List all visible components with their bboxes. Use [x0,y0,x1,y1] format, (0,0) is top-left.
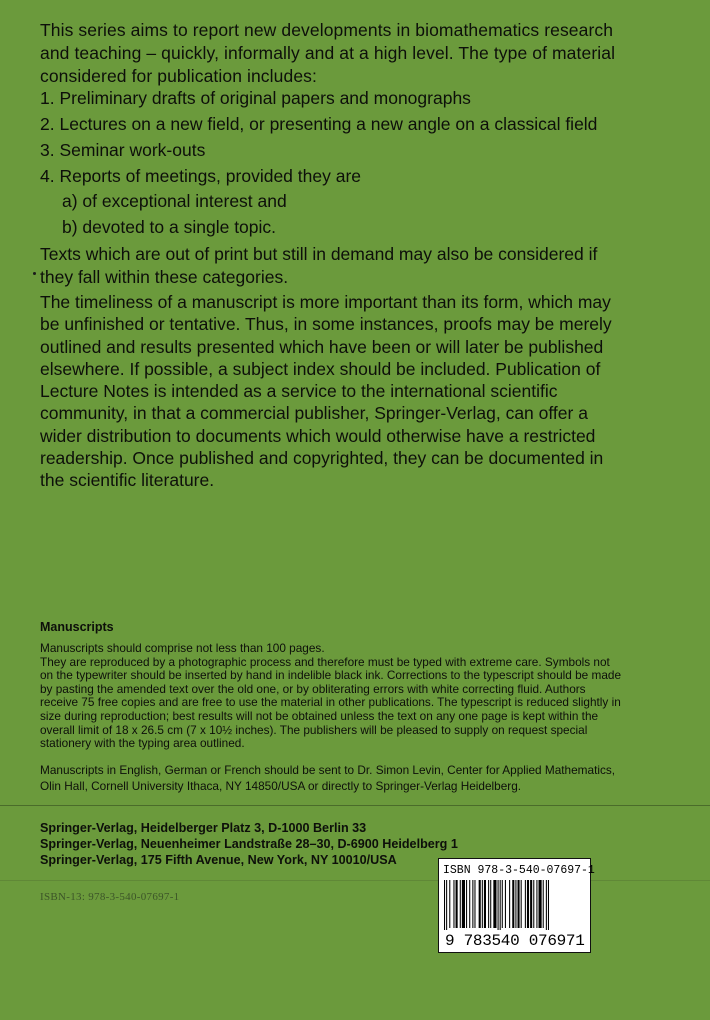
manuscripts-length: Manuscripts should comprise not less than 100 pages. [40,641,325,655]
divider [0,880,710,881]
material-list [40,87,630,191]
barcode-bar [505,880,506,928]
barcode-bar [512,880,514,928]
barcode-bar [546,880,547,930]
timeliness-paragraph: The timeliness of a manuscript is more important than its form, which may be unfinished or tentative. Thus, in some instances, proofs may be merely outlined and results presented which have been or will later be published elsewhere. If possible, a subject index should be included. Publication of Lecture Notes is intended as a service to the international scientific community, in that a commercial publisher, Springer-Verlag, can offer a wider distribution to documents which would otherwise have a restricted readership. Once published and copyrighted, they can be documented in the scientific literature. [40,292,612,491]
barcode-bar [493,880,496,928]
barcode-bar [479,880,481,928]
barcode-digits: 9 783540 076971 [445,932,585,950]
barcode-bar [543,880,544,928]
barcode-bar [527,880,529,928]
list-item: 3. Seminar work-outs [40,140,206,160]
publisher-addresses [40,820,458,868]
manuscripts-instructions: They are reproduced by a photographic process and therefore must be typed with extreme care. Symbols not on the typewriter should be inserted by hand in indelible black ink. Corrections to the typescript should be made by pasting the amended text over the old one, or by obliterating errors with white correcting fluid. Authors receive 75 free copies and are free to use the material in other publications. The typescript is reduced slightly in size during reproduction; best results will not be obtained unless the text on any one page is kept within the overall limit of 18 x 26.5 cm (7 x 10½ inches). The publishers will be pleased to supply on request special stationery with the typing area outlined. [40,654,622,751]
barcode-bar [462,880,465,928]
barcode-isbn-text: ISBN 978-3-540-07697-1 [443,864,595,877]
barcode-bar [490,880,491,928]
manuscripts-body [40,642,622,751]
list-item: 1. Preliminary drafts of original papers and monographs [40,88,471,108]
barcode-bar [509,880,510,928]
list-item: a) of exceptional interest and [62,191,287,211]
barcode-icon [442,880,587,930]
barcode-bar [482,880,483,928]
out-of-print-paragraph: Texts which are out of print but still in demand may also be considered if they fall within these categories. [40,244,598,287]
address-berlin: Springer-Verlag, Heidelberger Platz 3, D-1000 Berlin 33 [40,821,367,835]
barcode-bar [460,880,461,928]
barcode-bar [530,880,532,928]
intro-paragraph: This series aims to report new developments in biomathematics research and teaching – quickly, informally and at a high level. The type of material considered for publication includes: [40,20,616,86]
barcode-bar [518,880,520,928]
barcode-bar [466,880,467,928]
barcode-bar [474,880,475,928]
barcode-bar [521,880,522,928]
barcode-bar [539,880,542,928]
barcode-bar [446,880,447,930]
barcode-bar [456,880,458,928]
barcode-bar [548,880,549,930]
barcode-bar [500,880,501,930]
address-new-york: Springer-Verlag, 175 Fifth Avenue, New York, NY 10010/USA [40,853,397,867]
list-item: 4. Reports of meetings, provided they are [40,166,362,186]
barcode-bar [484,880,486,928]
list-item: b) devoted to a single topic. [62,217,277,237]
barcode-bar [536,880,537,928]
barcode-bar [449,880,450,928]
barcode-bar [444,880,445,930]
manuscripts-heading: Manuscripts [40,620,114,634]
barcode-bar [453,880,454,928]
barcode-bar [498,880,499,930]
barcode-bar [502,880,503,928]
manuscripts-submission: Manuscripts in English, German or French should be sent to Dr. Simon Levin, Center for Applied Mathematics, Olin Hall, Cornell University Ithaca, NY 14850/USA or directly to Springer-Verlag Heidelberg. [40,763,616,793]
address-heidelberg: Springer-Verlag, Neuenheimer Landstraße 28–30, D-6900 Heidelberg 1 [40,837,458,851]
barcode-bar [488,880,489,928]
barcode-bar [469,880,470,928]
barcode-bar [472,880,473,928]
barcode-bar [525,880,526,928]
barcode-bar [533,880,534,928]
divider [0,805,710,806]
meeting-conditions-list [62,190,287,242]
isbn-13-label: ISBN-13: 978-3-540-07697-1 [40,891,180,903]
barcode-bar [515,880,516,928]
barcode-label [438,858,595,953]
stray-dot [33,272,36,275]
list-item: 2. Lectures on a new field, or presenting a new angle on a classical field [40,114,598,134]
